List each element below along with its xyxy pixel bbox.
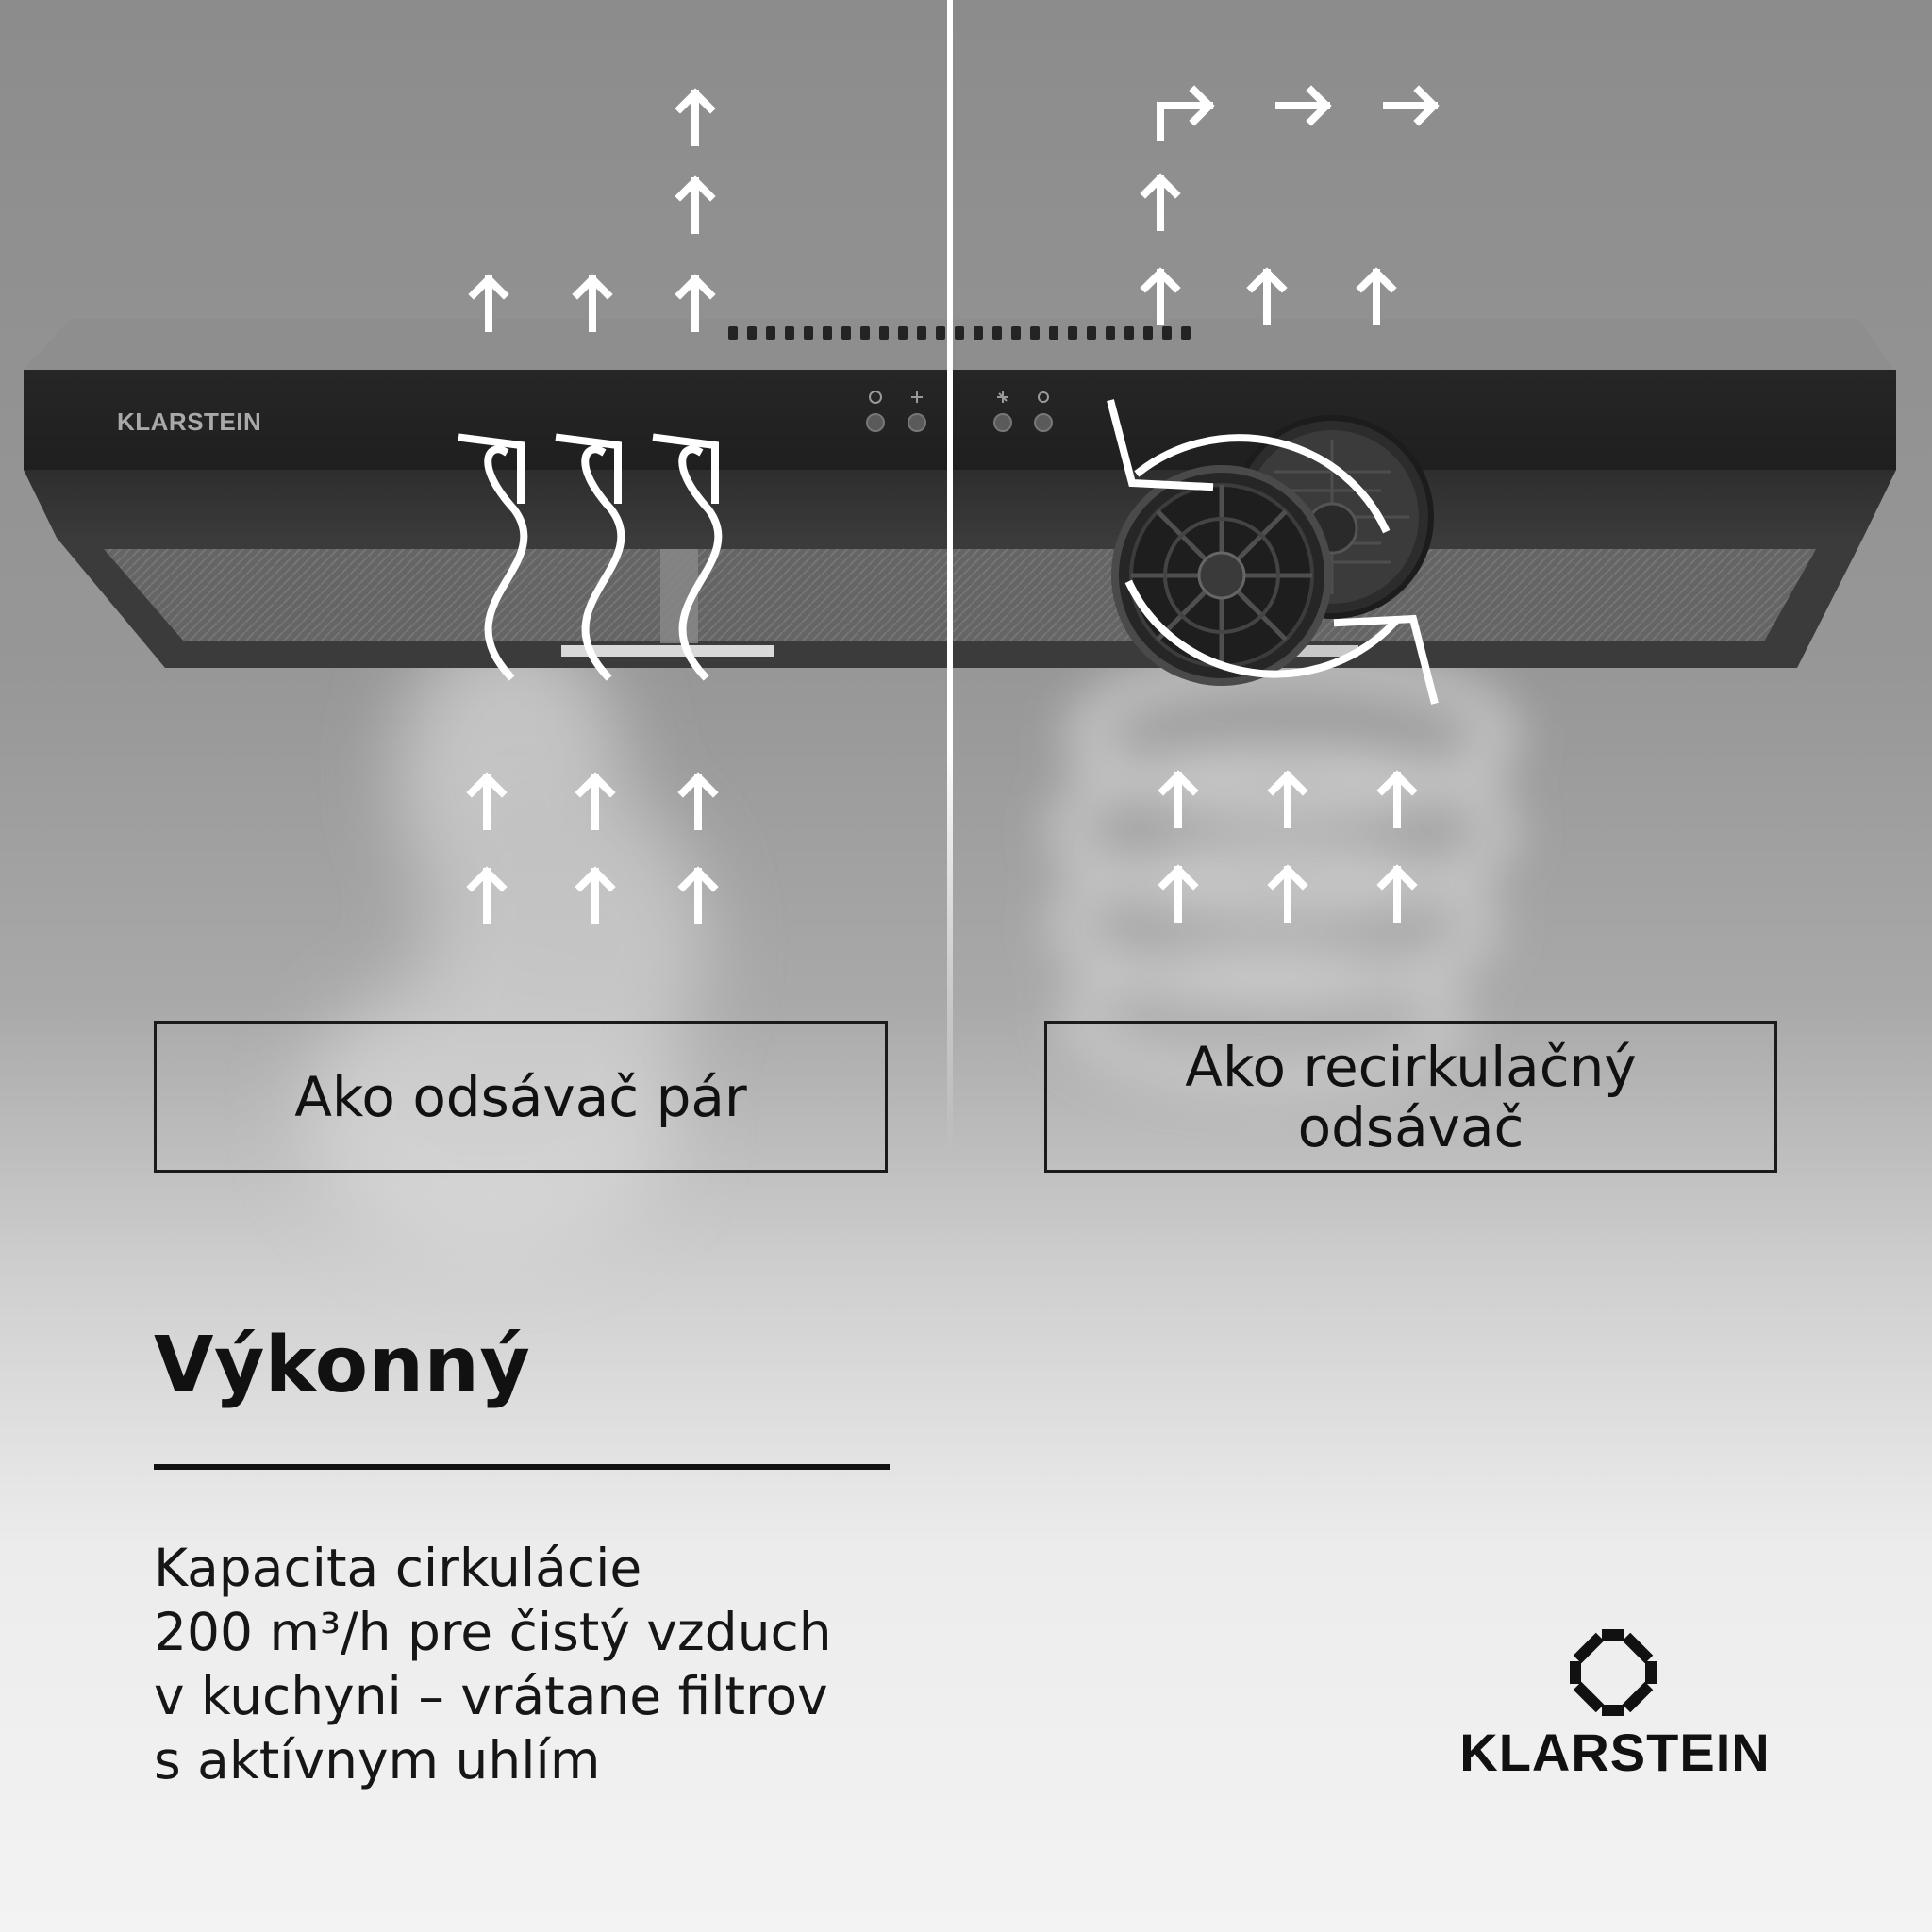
- up-arrow-icon: [1273, 775, 1303, 824]
- up-arrow-icon: [1273, 870, 1303, 919]
- up-arrow-icon: [1145, 178, 1175, 227]
- up-arrow-icon: [680, 93, 710, 142]
- up-arrow-icon: [1163, 775, 1193, 824]
- up-arrow-icon: [472, 872, 502, 921]
- swirl-arrow-icon: [559, 438, 621, 675]
- up-arrow-icon: [1145, 273, 1175, 322]
- up-arrow-icon: [1382, 775, 1412, 824]
- up-arrow-icon: [1382, 870, 1412, 919]
- brand-wordmark: KLARSTEIN: [1459, 1723, 1771, 1782]
- up-arrow-icon: [680, 181, 710, 230]
- description-line: v kuchyni – vrátane filtrov: [154, 1666, 828, 1726]
- up-arrow-icon: [580, 872, 610, 921]
- description-line: 200 m³/h pre čistý vzduch: [154, 1602, 832, 1662]
- feature-title: Výkonný: [154, 1321, 531, 1410]
- up-arrow-icon: [577, 279, 608, 328]
- swirl-arrow-icon: [462, 438, 524, 675]
- right-arrow-icon: [1387, 91, 1434, 121]
- recirculation-mode-label-line2: odsávač: [1297, 1094, 1524, 1159]
- exhaust-mode-label: Ako odsávač pár: [294, 1064, 747, 1129]
- up-arrow-icon: [1252, 273, 1282, 322]
- title-underline: [154, 1464, 890, 1470]
- exhaust-mode-box: [154, 1021, 888, 1173]
- up-arrow-icon: [1361, 273, 1391, 322]
- up-arrow-icon: [580, 777, 610, 826]
- recirculation-mode-box: [1044, 1021, 1777, 1173]
- swirl-arrow-icon: [657, 438, 718, 675]
- up-arrow-icon: [683, 777, 713, 826]
- recirculation-cycle-icon: [1111, 404, 1434, 700]
- right-arrow-icon: [1279, 91, 1326, 121]
- description-line: Kapacita cirkulácie: [154, 1538, 642, 1598]
- up-arrow-icon: [474, 279, 504, 328]
- description-line: s aktívnym uhlím: [154, 1730, 601, 1790]
- feature-description: [154, 1536, 908, 1792]
- up-arrow-icon: [683, 872, 713, 921]
- corner-arrow-icon: [1160, 91, 1209, 137]
- recirculation-mode-label-line1: Ako recirkulačný: [1185, 1034, 1637, 1099]
- center-divider: [947, 0, 953, 1151]
- hood-brand-label: KLARSTEIN: [117, 408, 262, 436]
- up-arrow-icon: [472, 777, 502, 826]
- up-arrow-icon: [680, 279, 710, 328]
- up-arrow-icon: [1163, 870, 1193, 919]
